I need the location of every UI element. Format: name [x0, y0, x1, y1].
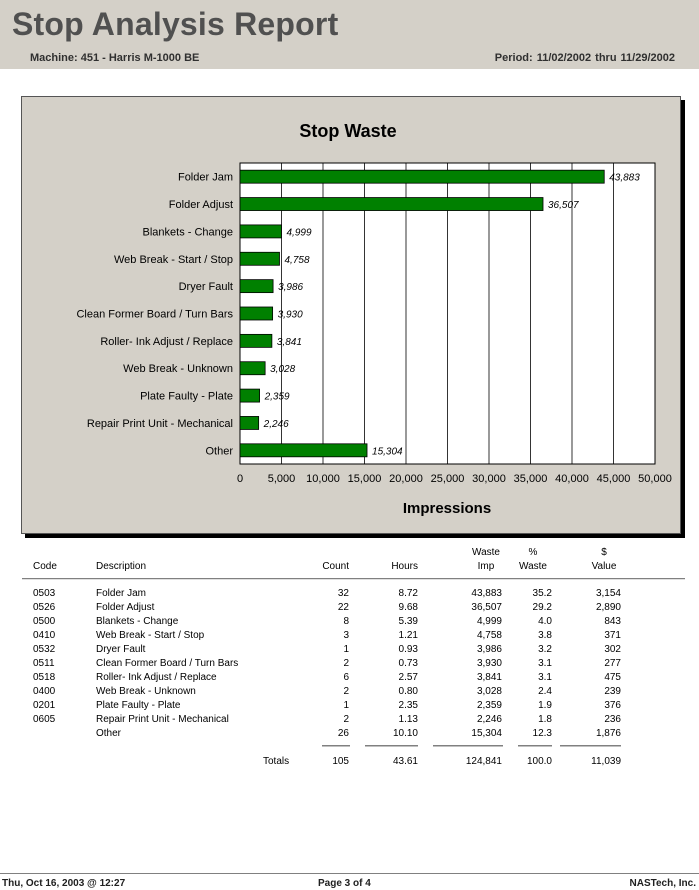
- cell-count: 22: [337, 602, 349, 613]
- bar-value-label: 4,758: [284, 254, 310, 266]
- cell-description: Plate Faulty - Plate: [96, 700, 181, 711]
- cell-description: Folder Jam: [96, 588, 147, 599]
- cell-value: 376: [604, 700, 621, 711]
- header-value-bottom: Value: [591, 561, 617, 572]
- bar: [240, 416, 259, 429]
- cell-description: Roller- Ink Adjust / Replace: [96, 672, 217, 683]
- category-label: Repair Print Unit - Mechanical: [86, 417, 233, 430]
- bar: [240, 252, 279, 265]
- category-label: Folder Jam: [177, 171, 233, 184]
- cell-count: 32: [337, 588, 349, 599]
- category-label: Blankets - Change: [142, 226, 233, 239]
- chart-title: Stop Waste: [299, 121, 397, 141]
- imp-total-rule: [433, 745, 503, 747]
- cell-code: 0532: [33, 644, 56, 655]
- table-row: [0, 643, 699, 657]
- cell-code: 0511: [33, 658, 55, 669]
- x-tick-label: 5,000: [267, 473, 296, 485]
- table-row: [0, 587, 699, 601]
- header-hours: Hours: [391, 561, 418, 572]
- cell-code: 0503: [33, 588, 56, 599]
- x-tick-label: 45,000: [596, 473, 631, 485]
- bar-value-label: 15,304: [372, 446, 403, 458]
- cell-waste-imp: 3,841: [476, 672, 502, 683]
- cell-pct-waste: 1.9: [538, 700, 552, 711]
- cell-value: 2,890: [595, 602, 621, 613]
- footer-divider: [0, 873, 699, 874]
- x-tick-label: 40,000: [555, 473, 589, 485]
- category-label: Web Break - Start / Stop: [113, 253, 233, 266]
- cell-code: 0500: [33, 616, 56, 627]
- cell-code: 0518: [33, 672, 56, 683]
- cell-count: 2: [343, 658, 349, 669]
- cell-hours: 8.72: [398, 588, 418, 599]
- cell-waste-imp: 3,028: [476, 686, 502, 697]
- category-label: Dryer Fault: [178, 281, 233, 294]
- hours-total-rule: [365, 745, 418, 747]
- cell-hours: 0.73: [398, 658, 418, 669]
- bar: [240, 307, 273, 320]
- header-count: Count: [322, 561, 349, 572]
- bar: [240, 362, 265, 375]
- cell-description: Web Break - Start / Stop: [96, 630, 205, 641]
- period-start: 11/02/2002: [536, 52, 592, 64]
- cell-count: 8: [343, 616, 349, 627]
- cell-count: 2: [343, 714, 349, 725]
- bar: [240, 225, 281, 238]
- report-title: Stop Analysis Report: [12, 6, 339, 42]
- cell-count: 6: [343, 672, 349, 683]
- cell-description: Repair Print Unit - Mechanical: [96, 714, 229, 725]
- header-imp-bottom: Imp: [477, 561, 495, 572]
- cell-description: Other: [96, 728, 122, 739]
- bar-value-label: 3,841: [276, 336, 302, 348]
- cell-pct-waste: 4.0: [538, 616, 552, 627]
- cell-waste-imp: 2,359: [476, 700, 502, 711]
- cell-pct-waste: 3.1: [538, 658, 552, 669]
- cell-code: 0410: [33, 630, 56, 641]
- cell-code: 0526: [33, 602, 56, 613]
- cell-code: 0400: [33, 686, 56, 697]
- category-label: Clean Former Board / Turn Bars: [76, 308, 233, 321]
- header-value-top: $: [601, 547, 607, 558]
- period-thru: thru: [595, 52, 617, 64]
- bar-value-label: 3,986: [278, 282, 304, 294]
- cell-hours: 0.80: [398, 686, 418, 697]
- bar: [240, 280, 273, 293]
- cell-value: 843: [604, 616, 621, 627]
- totals-hours: 43.61: [392, 756, 418, 767]
- cell-count: 1: [343, 644, 349, 655]
- cell-pct-waste: 35.2: [532, 588, 552, 599]
- x-tick-label: 50,000: [638, 473, 672, 485]
- table-row: [0, 671, 699, 685]
- cell-hours: 1.21: [398, 630, 418, 641]
- x-axis-label: Impressions: [402, 500, 492, 517]
- cell-hours: 10.10: [392, 728, 418, 739]
- cell-pct-waste: 3.1: [538, 672, 552, 683]
- table-row: [0, 727, 699, 741]
- cell-waste-imp: 43,883: [471, 588, 502, 599]
- cell-waste-imp: 3,930: [476, 658, 502, 669]
- header-description: Description: [96, 561, 147, 572]
- footer-company: NASTech, Inc.: [629, 878, 696, 889]
- cell-hours: 2.57: [398, 672, 418, 683]
- cell-count: 3: [343, 630, 349, 641]
- bar-value-label: 3,028: [270, 364, 296, 376]
- header-pct-top: %: [528, 547, 538, 558]
- plot-area: [76, 163, 671, 485]
- value-total-rule: [560, 745, 621, 747]
- footer-print-date: Thu, Oct 16, 2003 @ 12:27: [2, 878, 126, 889]
- x-tick-label: 20,000: [389, 473, 423, 485]
- cell-value: 277: [604, 658, 621, 669]
- cell-count: 26: [337, 728, 349, 739]
- cell-waste-imp: 2,246: [476, 714, 502, 725]
- totals-value: 11,039: [591, 756, 621, 767]
- cell-code: 0605: [33, 714, 56, 725]
- cell-value: 475: [604, 672, 621, 683]
- period-label: Period:: [494, 52, 533, 64]
- bar-value-label: 4,999: [286, 227, 312, 239]
- period-range: [491, 52, 675, 64]
- cell-description: Clean Former Board / Turn Bars: [96, 658, 239, 669]
- bar: [240, 198, 543, 211]
- category-label: Roller- Ink Adjust / Replace: [100, 335, 233, 348]
- bar-value-label: 2,246: [263, 418, 289, 430]
- cell-waste-imp: 4,758: [476, 630, 502, 641]
- category-label: Folder Adjust: [168, 199, 233, 212]
- table-row: [0, 615, 699, 629]
- stop-waste-chart: [22, 97, 680, 533]
- count-total-rule: [322, 745, 350, 747]
- cell-value: 239: [604, 686, 621, 697]
- header-code: Code: [33, 561, 57, 572]
- cell-value: 302: [604, 644, 621, 655]
- table-row: [0, 601, 699, 615]
- cell-waste-imp: 15,304: [471, 728, 502, 739]
- cell-hours: 2.35: [398, 700, 418, 711]
- cell-value: 236: [604, 714, 621, 725]
- header-imp-top: Waste: [472, 547, 500, 558]
- header-divider-highlight: [22, 579, 685, 580]
- bar-value-label: 2,359: [264, 391, 290, 403]
- x-tick-label: 25,000: [430, 473, 465, 485]
- cell-count: 2: [343, 686, 349, 697]
- cell-pct-waste: 12.3: [532, 728, 552, 739]
- totals-count: 105: [332, 756, 349, 767]
- cell-description: Folder Adjust: [96, 602, 155, 613]
- cell-pct-waste: 29.2: [532, 602, 552, 613]
- bar: [240, 389, 260, 402]
- x-tick-label: 10,000: [306, 473, 340, 485]
- cell-hours: 5.39: [398, 616, 418, 627]
- cell-value: 371: [604, 630, 621, 641]
- cell-pct-waste: 2.4: [538, 686, 552, 697]
- cell-description: Blankets - Change: [96, 616, 179, 627]
- cell-count: 1: [343, 700, 349, 711]
- cell-hours: 1.13: [398, 714, 418, 725]
- table-row: [0, 713, 699, 727]
- machine-label: Machine: 451 - Harris M-1000 BE: [30, 52, 200, 64]
- period-end: 11/29/2002: [620, 52, 675, 64]
- bar: [240, 444, 367, 457]
- bar-value-label: 36,507: [548, 200, 579, 212]
- x-tick-label: 30,000: [472, 473, 506, 485]
- category-label: Web Break - Unknown: [123, 363, 233, 376]
- cell-pct-waste: 3.8: [538, 630, 552, 641]
- report-header: [0, 0, 699, 69]
- bar-value-label: 43,883: [609, 172, 640, 184]
- category-label: Other: [205, 445, 233, 458]
- cell-description: Dryer Fault: [96, 644, 146, 655]
- table-row: [0, 685, 699, 699]
- cell-pct-waste: 1.8: [538, 714, 552, 725]
- header-pct-bottom: Waste: [519, 561, 547, 572]
- table-row: [0, 629, 699, 643]
- table-row: [0, 657, 699, 671]
- cell-description: Web Break - Unknown: [96, 686, 196, 697]
- bar: [240, 334, 272, 347]
- totals-row: [0, 755, 699, 769]
- bar: [240, 170, 604, 183]
- table-row: [0, 699, 699, 713]
- x-tick-label: 15,000: [347, 473, 382, 485]
- pct-total-rule: [518, 745, 552, 747]
- totals-imp: 124,841: [465, 756, 502, 767]
- cell-waste-imp: 36,507: [471, 602, 502, 613]
- cell-value: 1,876: [595, 728, 621, 739]
- cell-value: 3,154: [595, 588, 621, 599]
- totals-pct: 100.0: [526, 756, 552, 767]
- cell-waste-imp: 3,986: [476, 644, 502, 655]
- cell-pct-waste: 3.2: [538, 644, 552, 655]
- footer-page-number: Page 3 of 4: [318, 878, 371, 889]
- cell-hours: 0.93: [398, 644, 418, 655]
- cell-code: 0201: [33, 700, 56, 711]
- x-tick-label: 0: [236, 473, 244, 485]
- category-label: Plate Faulty - Plate: [140, 390, 233, 403]
- cell-waste-imp: 4,999: [476, 616, 502, 627]
- chart-panel: [21, 96, 681, 534]
- bar-value-label: 3,930: [277, 309, 303, 321]
- x-tick-label: 35,000: [513, 473, 548, 485]
- cell-hours: 9.68: [398, 602, 418, 613]
- totals-label: Totals: [263, 756, 290, 767]
